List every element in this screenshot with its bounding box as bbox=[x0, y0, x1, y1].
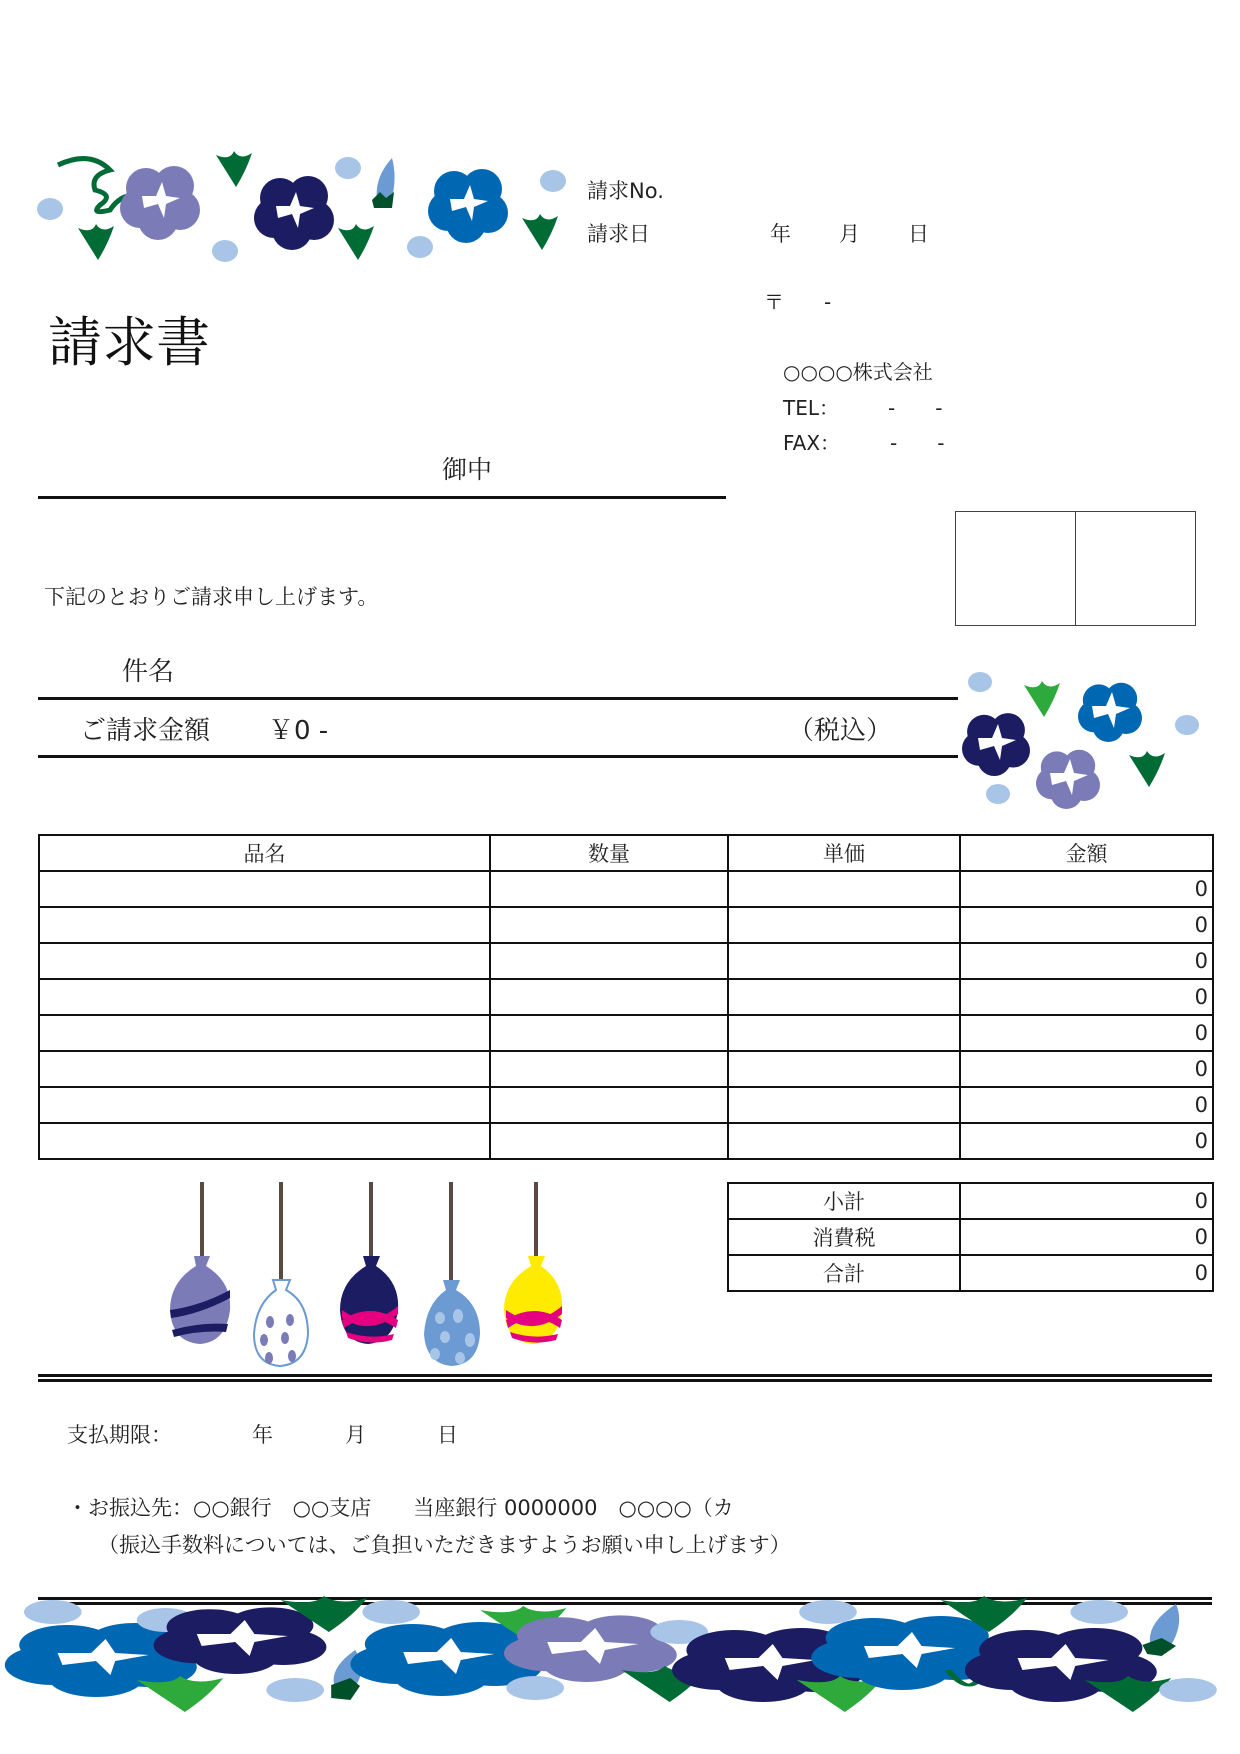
table-row bbox=[39, 1015, 1213, 1051]
water-balloons-icon bbox=[160, 1182, 610, 1372]
intro-text: 下記のとおりご請求申し上げます。 bbox=[44, 585, 379, 609]
issuer-fax-value: - - bbox=[890, 431, 945, 455]
section-divider bbox=[38, 1374, 1212, 1382]
subject-underline bbox=[38, 697, 958, 700]
col-header-amount: 金額 bbox=[960, 835, 1213, 871]
summary-row-total bbox=[728, 1255, 1213, 1291]
payment-deadline-label: 支払期限： bbox=[67, 1423, 172, 1447]
bottom-flowers-icon bbox=[0, 1590, 1240, 1754]
item-amount-cell: 0 bbox=[960, 1123, 1213, 1159]
tax-label: 消費税 bbox=[728, 1219, 960, 1255]
total-label: 合計 bbox=[728, 1255, 960, 1291]
bank-transfer-info: ・お振込先：○○銀行 ○○支店 当座銀行 0000000 ○○○○（カ bbox=[67, 1496, 734, 1520]
amount-underline bbox=[38, 755, 958, 758]
invoice-date-label: 請求日 bbox=[587, 222, 650, 246]
item-name-cell[interactable] bbox=[39, 1087, 490, 1123]
side-flowers-icon bbox=[950, 660, 1190, 810]
payment-deadline-year: 年 bbox=[252, 1423, 273, 1447]
col-header-qty: 数量 bbox=[490, 835, 728, 871]
summary-row-tax bbox=[728, 1219, 1213, 1255]
table-row bbox=[39, 1087, 1213, 1123]
recipient-underline bbox=[38, 496, 726, 499]
tax-value: 0 bbox=[960, 1219, 1213, 1255]
item-unit-cell[interactable] bbox=[728, 1015, 960, 1051]
payment-deadline-month: 月 bbox=[345, 1423, 366, 1447]
subject-label: 件名 bbox=[122, 657, 175, 687]
item-name-cell[interactable] bbox=[39, 943, 490, 979]
item-unit-cell[interactable] bbox=[728, 1087, 960, 1123]
item-qty-cell[interactable] bbox=[490, 1123, 728, 1159]
recipient-suffix: 御中 bbox=[442, 455, 493, 484]
table-row bbox=[39, 979, 1213, 1015]
item-unit-cell[interactable] bbox=[728, 907, 960, 943]
payment-deadline-day: 日 bbox=[437, 1423, 458, 1447]
item-qty-cell[interactable] bbox=[490, 979, 728, 1015]
item-qty-cell[interactable] bbox=[490, 907, 728, 943]
invoice-date-month: 月 bbox=[839, 222, 860, 246]
col-header-unit-price: 単価 bbox=[728, 835, 960, 871]
item-unit-cell[interactable] bbox=[728, 871, 960, 907]
amount-value: ￥0 - bbox=[268, 716, 329, 746]
table-row bbox=[39, 907, 1213, 943]
item-unit-cell[interactable] bbox=[728, 1123, 960, 1159]
item-amount-cell: 0 bbox=[960, 979, 1213, 1015]
item-qty-cell[interactable] bbox=[490, 1015, 728, 1051]
col-header-item: 品名 bbox=[39, 835, 490, 871]
item-name-cell[interactable] bbox=[39, 1051, 490, 1087]
table-row bbox=[39, 1123, 1213, 1159]
table-header-row bbox=[39, 835, 1213, 871]
item-name-cell[interactable] bbox=[39, 1123, 490, 1159]
item-qty-cell[interactable] bbox=[490, 1051, 728, 1087]
item-unit-cell[interactable] bbox=[728, 979, 960, 1015]
item-amount-cell: 0 bbox=[960, 1087, 1213, 1123]
stamp-box-1 bbox=[955, 511, 1076, 626]
summary-table bbox=[727, 1182, 1214, 1292]
subtotal-label: 小計 bbox=[728, 1183, 960, 1219]
table-row bbox=[39, 871, 1213, 907]
item-qty-cell[interactable] bbox=[490, 1087, 728, 1123]
summary-row-subtotal bbox=[728, 1183, 1213, 1219]
issuer-fax-label: FAX： bbox=[783, 431, 841, 455]
item-amount-cell: 0 bbox=[960, 1051, 1213, 1087]
issuer-postal: 〒 - bbox=[764, 290, 832, 314]
item-name-cell[interactable] bbox=[39, 907, 490, 943]
item-unit-cell[interactable] bbox=[728, 1051, 960, 1087]
issuer-tel-label: TEL： bbox=[783, 396, 839, 420]
transfer-fee-note: （振込手数料については、ご負担いただきますようお願い申し上げます） bbox=[98, 1533, 791, 1557]
total-value: 0 bbox=[960, 1255, 1213, 1291]
amount-label: ご請求金額 bbox=[80, 716, 211, 746]
item-qty-cell[interactable] bbox=[490, 871, 728, 907]
item-qty-cell[interactable] bbox=[490, 943, 728, 979]
page-title: 請求書 bbox=[48, 311, 210, 374]
table-row bbox=[39, 1051, 1213, 1087]
amount-tax-note: （税込） bbox=[788, 716, 893, 746]
item-amount-cell: 0 bbox=[960, 871, 1213, 907]
issuer-company: ○○○○株式会社 bbox=[783, 360, 933, 384]
items-table bbox=[38, 834, 1214, 1160]
item-amount-cell: 0 bbox=[960, 943, 1213, 979]
invoice-no-label: 請求No. bbox=[587, 179, 664, 203]
table-row bbox=[39, 943, 1213, 979]
subtotal-value: 0 bbox=[960, 1183, 1213, 1219]
item-amount-cell: 0 bbox=[960, 907, 1213, 943]
stamp-box-2 bbox=[1075, 511, 1196, 626]
item-name-cell[interactable] bbox=[39, 979, 490, 1015]
item-name-cell[interactable] bbox=[39, 1015, 490, 1051]
issuer-tel-value: - - bbox=[888, 396, 943, 420]
item-amount-cell: 0 bbox=[960, 1015, 1213, 1051]
item-name-cell[interactable] bbox=[39, 871, 490, 907]
invoice-date-day: 日 bbox=[908, 222, 929, 246]
item-unit-cell[interactable] bbox=[728, 943, 960, 979]
invoice-date-year: 年 bbox=[770, 222, 791, 246]
